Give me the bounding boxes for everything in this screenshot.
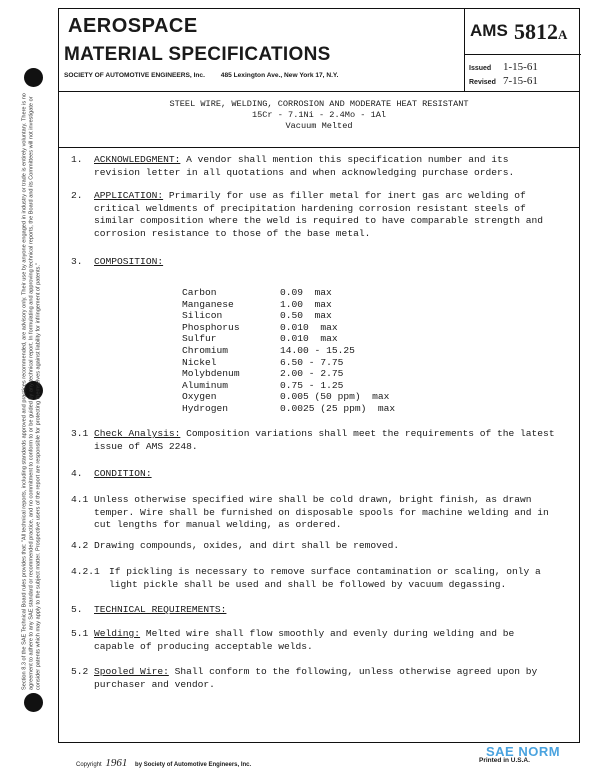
section-number: 3. [71, 256, 83, 267]
composition-row [182, 391, 395, 403]
section-heading: Check Analysis: [94, 428, 181, 439]
header-title-block [59, 9, 465, 91]
sidebar-disclaimer-text: Section 8.3 of the SAE Technical Board rules provides that: "All technical reports, including standards approved and practices recommended, are advisory only. Their use by anyone engaged in industry or trade is entirely voluntary. There is no agreement to adhere to any SAE standard or recommended practice, and no commitment to conform to or be guided by any technical report. In formulating and approving technical reports, the Board and its Committees will not investigate or consider patents which may apply to the subject matter. Prospective users of the report are responsible for protecting themselves against liability for infringement of patents." [21, 93, 42, 690]
composition-min: 0.75 [280, 379, 304, 391]
ams-number [514, 19, 567, 45]
issued-date: 1-15-61 [503, 61, 538, 73]
copyright-label: Copyright [76, 762, 102, 768]
composition-row [182, 380, 395, 392]
section-heading: APPLICATION: [94, 190, 164, 201]
aerospace-title: AEROSPACE [68, 15, 198, 37]
society-name: SOCIETY OF AUTOMOTIVE ENGINEERS, Inc. [64, 72, 205, 79]
section-number: 5.1 [71, 628, 89, 639]
section-text: Melted wire shall flow smoothly and evenly during welding and be capable of producing acceptable welds. [94, 628, 515, 652]
ams-number-value: 5812 [514, 19, 558, 44]
spec-title-line2: 15Cr - 7.1Ni - 2.4Mo - 1Al [251, 110, 387, 120]
composition-value: 6.50 - 7.75 [280, 356, 344, 368]
composition-row [182, 403, 395, 415]
composition-max: 0.50 [280, 310, 304, 322]
ams-suffix: A [558, 27, 568, 42]
composition-max: 1.25 [320, 379, 344, 391]
composition-table [182, 287, 395, 415]
material-specifications-title: MATERIAL SPECIFICATIONS [64, 44, 331, 65]
composition-unit: max [320, 321, 338, 333]
section-number: 1. [71, 154, 83, 165]
sae-norm-watermark: SAE NORM [486, 744, 561, 759]
ams-label: AMS [470, 21, 508, 40]
composition-max: 15.25 [326, 344, 355, 356]
composition-element: Molybdenum [182, 368, 240, 380]
spec-title [59, 91, 579, 148]
section-number: 3.1 [71, 428, 89, 439]
composition-max: 0.09 [280, 287, 304, 298]
copyright-year: 1961 [105, 757, 128, 769]
composition-unit: max [320, 333, 338, 345]
document-header [59, 9, 579, 92]
composition-value [280, 333, 395, 345]
composition-element: Sulfur [182, 333, 217, 345]
section-heading: TECHNICAL REQUIREMENTS: [94, 604, 227, 615]
section-text: Primarily for use as filler metal for inert gas arc welding of critical weldments of precipitation hardening corrosion resistant steels of similar composition where the weld is required to have comparable strength and corrosion resistance to those of the base metal. [94, 190, 544, 239]
section-number: 4.2 [71, 540, 89, 551]
revised-date: 7-15-61 [503, 75, 538, 87]
section-heading: Spooled Wire: [94, 666, 169, 677]
composition-value: 2.00 - 2.75 [280, 368, 344, 380]
composition-max: 7.75 [320, 356, 344, 368]
composition-value [280, 322, 395, 334]
composition-row [182, 345, 395, 357]
composition-row [182, 299, 395, 311]
spec-title-line3: Vacuum Melted [285, 121, 353, 131]
section-number: 4.1 [71, 494, 89, 505]
composition-value: 0.75 - 1.25 [280, 379, 344, 391]
section-heading: CONDITION: [94, 468, 152, 479]
composition-value [280, 299, 395, 311]
section-text: If pickling is necessary to remove surface contamination or scaling, only a light pickle shall be used and shall be followed by vacuum degassing. [109, 566, 541, 590]
section-text: Composition variations shall meet the requirements of the latest issue of AMS 2248. [94, 428, 555, 452]
composition-max: 2.75 [320, 368, 344, 380]
society-line [64, 72, 352, 79]
composition-max: 0.010 [280, 321, 309, 333]
composition-element: Oxygen [182, 391, 217, 403]
composition-element: Nickel [182, 356, 217, 368]
punch-hole [24, 693, 43, 712]
composition-min: 14.00 [280, 344, 309, 356]
printed-in-usa: Printed in U.S.A. [479, 757, 530, 764]
section-heading: Welding: [94, 628, 141, 639]
composition-row [182, 357, 395, 369]
composition-unit: max [314, 310, 332, 322]
ams-number-box [464, 9, 581, 55]
composition-max: 0.0025 (25 ppm) [280, 402, 367, 414]
section-text: A vendor shall mention this specification number and its revision letter in all quotations and when acknowledging purchase orders. [94, 154, 515, 178]
composition-min: 6.50 [280, 356, 304, 368]
composition-row [182, 310, 395, 322]
composition-unit: max [372, 391, 390, 403]
composition-max: 0.010 [280, 333, 309, 345]
sidebar-disclaimer [10, 90, 54, 690]
section-number: 5. [71, 604, 83, 615]
composition-min: 2.00 [280, 368, 304, 380]
section-number: 5.2 [71, 666, 89, 677]
composition-unit: max [377, 402, 396, 414]
spec-title-line1: STEEL WIRE, WELDING, CORROSION AND MODERATE HEAT RESISTANT [169, 99, 469, 109]
document-frame [58, 8, 580, 743]
composition-value [280, 310, 395, 322]
composition-element: Manganese [182, 298, 234, 310]
section-text: Unless otherwise specified wire shall be cold drawn, bright finish, as drawn temper. Wire shall be furnished on disposable spools for machine welding and in cut lengths for manual welding, as ordered. [94, 494, 549, 530]
section-text: Shall conform to the following, unless otherwise agreed upon by purchaser and vendor. [94, 666, 538, 690]
composition-unit: max [314, 298, 332, 310]
punch-hole [24, 68, 43, 87]
society-address: 485 Lexington Ave., New York 17, N.Y. [220, 72, 339, 79]
composition-value [280, 391, 395, 403]
composition-row [182, 368, 395, 380]
composition-element: Phosphorus [182, 321, 240, 333]
section-heading: COMPOSITION: [94, 256, 164, 267]
composition-element: Hydrogen [182, 402, 229, 414]
composition-max: 0.005 (50 ppm) [280, 391, 361, 403]
section-number: 4.2.1 [71, 566, 100, 577]
section-text: Drawing compounds, oxides, and dirt shall be removed. [94, 540, 400, 551]
revised-label: Revised [469, 79, 496, 86]
issue-dates [469, 61, 538, 89]
composition-row [182, 322, 395, 334]
composition-value: 14.00 - 15.25 [280, 344, 355, 356]
composition-row [182, 287, 395, 299]
composition-max: 1.00 [280, 298, 304, 310]
composition-element: Chromium [182, 344, 229, 356]
composition-element: Aluminum [182, 379, 229, 391]
section-number: 2. [71, 190, 83, 201]
composition-element: Silicon [182, 310, 223, 322]
composition-value [280, 287, 395, 299]
section-heading: ACKNOWLEDGMENT: [94, 154, 181, 165]
composition-row [182, 333, 395, 345]
composition-element: Carbon [182, 287, 217, 298]
section-number: 4. [71, 468, 83, 479]
composition-value [280, 403, 395, 415]
issued-label: Issued [469, 65, 492, 72]
composition-unit: max [314, 287, 332, 298]
copyright-holder: by Society of Automotive Engineers, Inc. [135, 762, 252, 768]
copyright-footer [76, 757, 251, 769]
